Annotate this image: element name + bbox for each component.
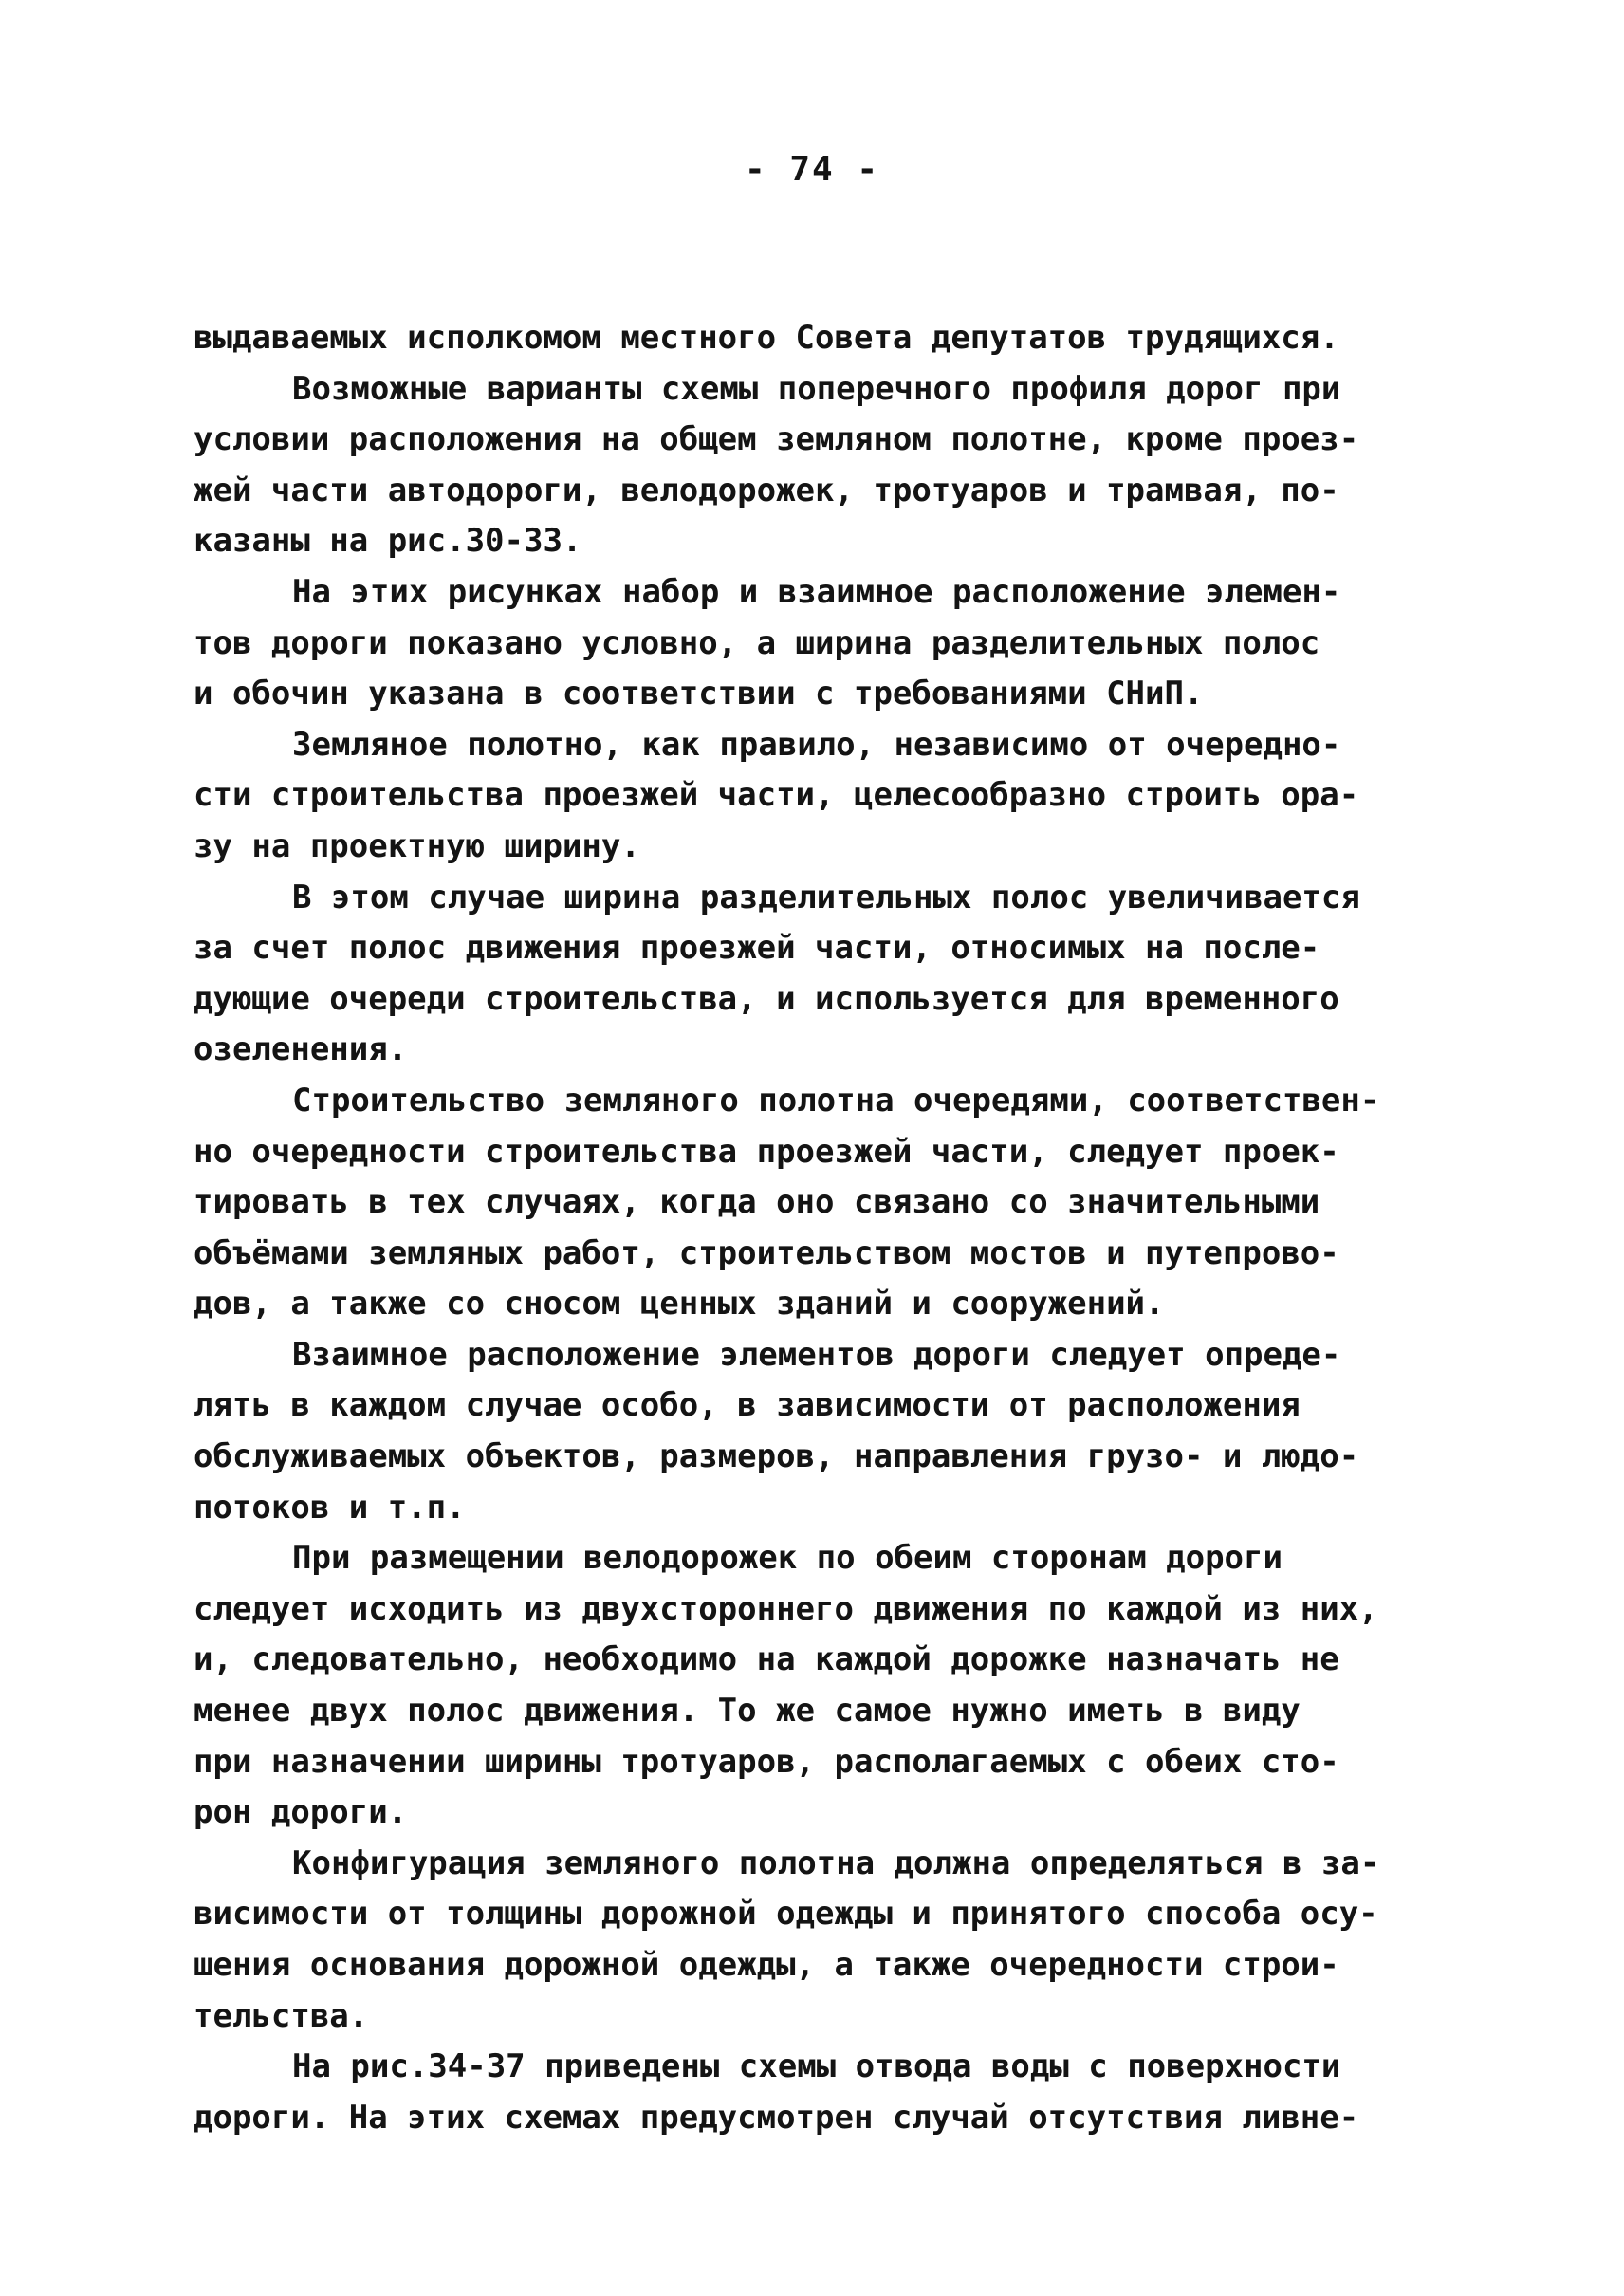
- page-number: - 74 -: [744, 150, 880, 189]
- text-line: лять в каждом случае особо, в зависимости от расположения: [194, 1386, 1301, 1425]
- text-line: объёмами земляных работ, строительством мостов и путепрово-: [194, 1233, 1339, 1272]
- text-line: сти строительства проезжей части, целесообразно строить ора-: [194, 776, 1359, 815]
- text-line: потоков и т.п.: [194, 1488, 466, 1527]
- text-line: тировать в тех случаях, когда оно связано со значительными: [194, 1183, 1320, 1222]
- text-line: рон дороги.: [194, 1793, 408, 1832]
- text-line: выдаваемых исполкомом местного Совета депутатов трудящихся.: [194, 319, 1339, 357]
- text-line: казаны на рис.30-33.: [194, 522, 582, 561]
- text-line: условии расположения на общем земляном полотне, кроме проез-: [194, 420, 1359, 459]
- text-line: озеленения.: [194, 1030, 408, 1069]
- text-line: Конфигурация земляного полотна должна определяться в за-: [292, 1843, 1380, 1882]
- text-line: дов, а также со сносом ценных зданий и сооружений.: [194, 1285, 1165, 1324]
- text-line: На рис.34-37 приведены схемы отвода воды с поверхности: [292, 2047, 1341, 2086]
- text-line: В этом случае ширина разделительных полос увеличивается: [292, 878, 1360, 917]
- text-line: При размещении велодорожек по обеим сторонам дороги: [292, 1539, 1283, 1578]
- text-line: тельства.: [194, 1996, 369, 2035]
- text-line: зу на проектную ширину.: [194, 826, 640, 865]
- text-line: дующие очереди строительства, и используется для временного: [194, 979, 1339, 1018]
- text-line: за счет полос движения проезжей части, относимых на после-: [194, 929, 1320, 968]
- text-line: жей части автодороги, велодорожек, тротуаров и трамвая, по-: [194, 471, 1339, 509]
- text-line: Строительство земляного полотна очередями, соответствен-: [292, 1081, 1380, 1120]
- text-line: при назначении ширины тротуаров, располагаемых с обеих сто-: [194, 1742, 1339, 1781]
- text-line: но очередности строительства проезжей части, следует проек-: [194, 1132, 1339, 1171]
- text-line: На этих рисунках набор и взаимное расположение элемен-: [292, 572, 1341, 611]
- text-line: и обочин указана в соответствии с требованиями СНиП.: [194, 675, 1204, 713]
- text-line: шения основания дорожной одежды, а также очередности строи-: [194, 1946, 1339, 1984]
- text-line: следует исходить из двухстороннего движения по каждой из них,: [194, 1589, 1378, 1628]
- text-line: тов дороги показано условно, а ширина разделительных полос: [194, 623, 1320, 662]
- text-line: висимости от толщины дорожной одежды и принятого способа осу-: [194, 1895, 1378, 1934]
- body-text: [194, 313, 1465, 2143]
- text-line: дороги. На этих схемах предусмотрен случай отсутствия ливне-: [194, 2098, 1359, 2137]
- text-line: менее двух полос движения. То же самое нужно иметь в виду: [194, 1692, 1301, 1731]
- text-line: обслуживаемых объектов, размеров, направления грузо- и людо-: [194, 1437, 1359, 1476]
- text-line: Земляное полотно, как правило, независимо от очередно-: [292, 725, 1341, 764]
- text-line: и, следовательно, необходимо на каждой дорожке назначать не: [194, 1640, 1339, 1679]
- text-line: Взаимное расположение элементов дороги следует опреде-: [292, 1335, 1341, 1374]
- text-line: Возможные варианты схемы поперечного профиля дорог при: [292, 369, 1341, 408]
